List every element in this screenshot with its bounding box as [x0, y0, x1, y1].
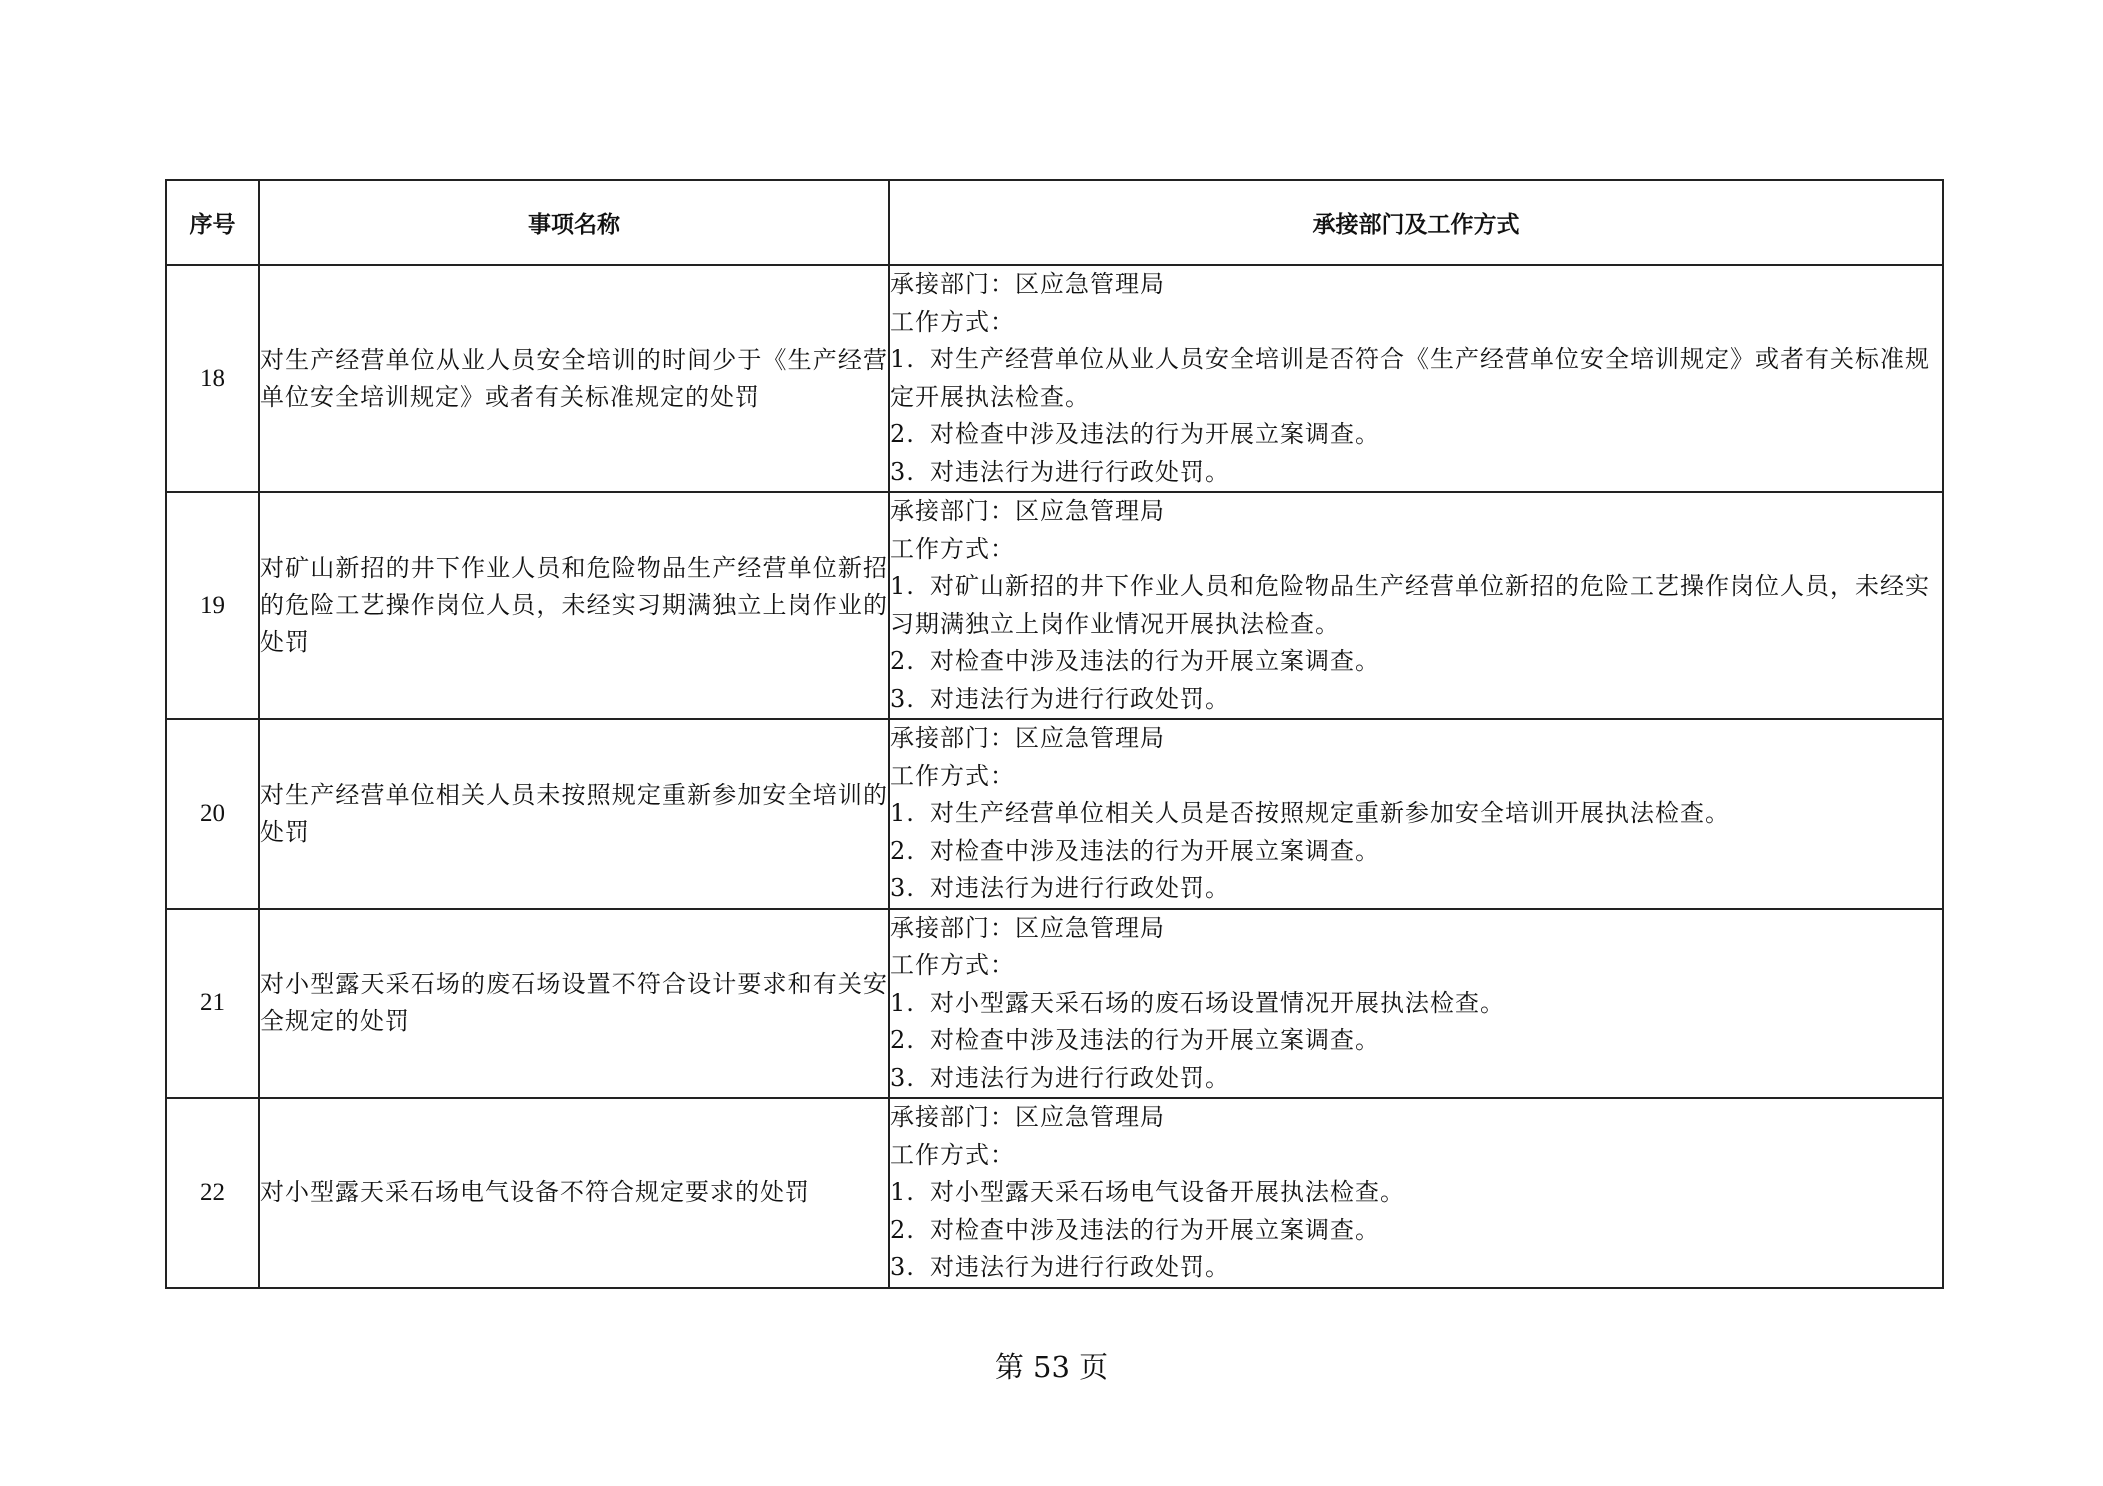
step-number: 1.	[890, 572, 915, 600]
step-text: 对违法行为进行行政处罚。	[930, 457, 1230, 486]
method-step	[890, 416, 1942, 454]
step-number: 1.	[890, 988, 915, 1017]
row-seq: 22	[166, 1098, 259, 1288]
step-number: 3.	[890, 874, 915, 902]
row-dept-method	[889, 909, 1943, 1099]
dept-line: 承接部门：区应急管理局	[890, 1103, 1165, 1131]
step-text: 对生产经营单位相关人员是否按照规定重新参加安全培训开展执法检查。	[930, 799, 1730, 827]
row-dept-method	[889, 492, 1943, 719]
header-seq: 序号	[166, 180, 259, 265]
step-text: 对违法行为进行行政处罚。	[930, 1253, 1230, 1281]
row-item-name: 对生产经营单位相关人员未按照规定重新参加安全培训的处罚	[259, 719, 889, 909]
method-label: 工作方式：	[890, 307, 1015, 336]
step-number: 3.	[890, 457, 915, 486]
step-text: 对检查中涉及违法的行为开展立案调查。	[930, 836, 1380, 865]
step-text: 对检查中涉及违法的行为开展立案调查。	[930, 1026, 1380, 1054]
method-step	[890, 870, 1942, 908]
table-row	[166, 1098, 1943, 1288]
step-text: 对检查中涉及违法的行为开展立案调查。	[930, 1215, 1380, 1244]
method-step	[890, 1060, 1942, 1098]
step-text: 对违法行为进行行政处罚。	[930, 874, 1230, 902]
method-step	[890, 341, 1942, 416]
table-row	[166, 492, 1943, 719]
method-step	[890, 1212, 1942, 1250]
row-item-name: 对生产经营单位从业人员安全培训的时间少于《生产经营单位安全培训规定》或者有关标准规定的处罚	[259, 265, 889, 492]
step-number: 3.	[890, 684, 915, 713]
header-dept: 承接部门及工作方式	[889, 180, 1943, 265]
table-header-row	[166, 180, 1943, 265]
table-row	[166, 909, 1943, 1099]
method-label: 工作方式：	[890, 761, 1015, 790]
method-step	[890, 454, 1942, 492]
method-step	[890, 1174, 1942, 1212]
method-step	[890, 643, 1942, 681]
row-dept-method	[889, 265, 1943, 492]
step-number: 2.	[890, 1215, 915, 1244]
table-row	[166, 719, 1943, 909]
step-number: 3.	[890, 1063, 915, 1092]
row-item-name: 对小型露天采石场的废石场设置不符合设计要求和有关安全规定的处罚	[259, 909, 889, 1099]
step-text: 对小型露天采石场的废石场设置情况开展执法检查。	[930, 988, 1505, 1017]
header-name: 事项名称	[259, 180, 889, 265]
method-step	[890, 681, 1942, 719]
step-number: 2.	[890, 836, 915, 865]
method-step	[890, 1249, 1942, 1287]
step-number: 1.	[890, 1178, 915, 1206]
step-text: 对违法行为进行行政处罚。	[930, 1063, 1230, 1092]
method-step	[890, 833, 1942, 871]
dept-line: 承接部门：区应急管理局	[890, 724, 1165, 752]
step-number: 2.	[890, 1026, 915, 1054]
page-number: 第 53 页	[994, 1350, 1109, 1384]
step-number: 1.	[890, 345, 915, 373]
row-item-name: 对小型露天采石场电气设备不符合规定要求的处罚	[259, 1098, 889, 1288]
step-number: 2.	[890, 647, 915, 675]
table-row	[166, 265, 1943, 492]
method-label: 工作方式：	[890, 951, 1015, 979]
step-text: 对小型露天采石场电气设备开展执法检查。	[930, 1178, 1405, 1206]
dept-line: 承接部门：区应急管理局	[890, 913, 1165, 942]
method-step	[890, 568, 1942, 643]
dept-line: 承接部门：区应急管理局	[890, 497, 1165, 525]
step-text: 对生产经营单位从业人员安全培训是否符合《生产经营单位安全培训规定》或者有关标准规定开展执法检查。	[890, 345, 1930, 411]
method-step	[890, 1022, 1942, 1060]
row-item-name: 对矿山新招的井下作业人员和危险物品生产经营单位新招的危险工艺操作岗位人员，未经实习期满独立上岗作业的处罚	[259, 492, 889, 719]
method-label: 工作方式：	[890, 1140, 1015, 1169]
step-number: 3.	[890, 1253, 915, 1281]
method-step	[890, 985, 1942, 1023]
dept-line: 承接部门：区应急管理局	[890, 270, 1165, 298]
step-text: 对检查中涉及违法的行为开展立案调查。	[930, 420, 1380, 448]
step-text: 对矿山新招的井下作业人员和危险物品生产经营单位新招的危险工艺操作岗位人员，未经实习期满独立上岗作业情况开展执法检查。	[890, 572, 1930, 638]
method-label: 工作方式：	[890, 534, 1015, 563]
row-seq: 19	[166, 492, 259, 719]
table-body	[166, 265, 1943, 1288]
row-seq: 21	[166, 909, 259, 1099]
step-number: 2.	[890, 420, 915, 448]
row-seq: 18	[166, 265, 259, 492]
step-number: 1.	[890, 799, 915, 827]
row-seq: 20	[166, 719, 259, 909]
step-text: 对检查中涉及违法的行为开展立案调查。	[930, 647, 1380, 675]
method-step	[890, 795, 1942, 833]
step-text: 对违法行为进行行政处罚。	[930, 684, 1230, 713]
item-table	[165, 179, 1944, 1289]
row-dept-method	[889, 719, 1943, 909]
row-dept-method	[889, 1098, 1943, 1288]
